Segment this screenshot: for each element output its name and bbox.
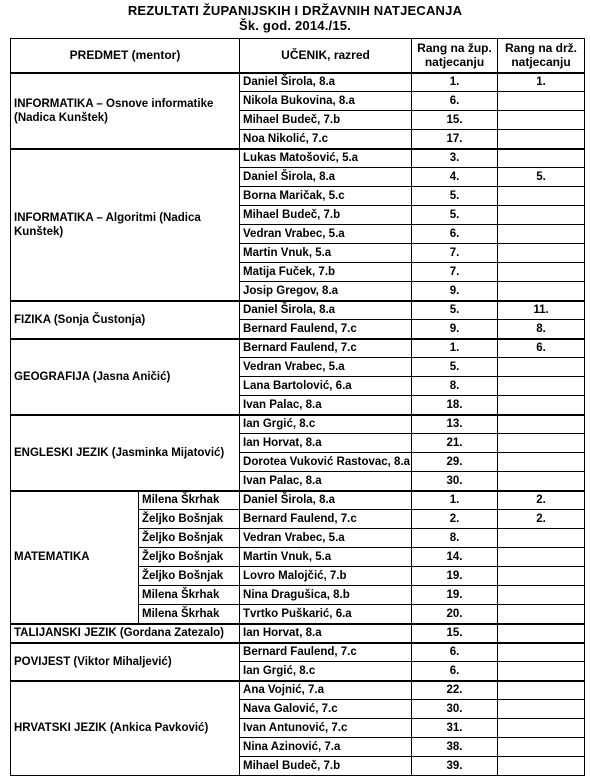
county-rank-cell: 21. (412, 434, 498, 453)
student-cell: Ian Grgić, 8.c (240, 662, 412, 681)
county-rank-cell: 1. (412, 491, 498, 510)
state-rank-cell: 8. (498, 320, 585, 339)
state-rank-cell (498, 624, 585, 643)
student-cell: Ivan Palac, 8.a (240, 396, 412, 415)
student-cell: Vedran Vrabec, 5.a (240, 358, 412, 377)
county-rank-cell: 7. (412, 244, 498, 263)
student-cell: Matija Fuček, 7.b (240, 263, 412, 282)
student-cell: Dorotea Vuković Rastovac, 8.a (240, 453, 412, 472)
subject-cell: ENGLESKI JEZIK (Jasminka Mijatović) (11, 415, 240, 491)
county-rank-header-line2: natjecanju (424, 55, 485, 70)
state-rank-cell: 5. (498, 168, 585, 187)
results-table (10, 38, 585, 776)
county-rank-cell: 6. (412, 643, 498, 662)
state-rank-cell (498, 700, 585, 719)
county-rank-cell: 2. (412, 510, 498, 529)
county-rank-cell: 20. (412, 605, 498, 624)
student-cell: Ian Grgić, 8.c (240, 415, 412, 434)
county-rank-cell: 5. (412, 187, 498, 206)
county-rank-cell: 29. (412, 453, 498, 472)
table-row (11, 491, 585, 510)
page-title: REZULTATI ŽUPANIJSKIH I DRŽAVNIH NATJECANJA (127, 3, 463, 18)
county-rank-cell: 38. (412, 738, 498, 757)
state-rank-cell (498, 149, 585, 168)
county-rank-cell: 3. (412, 149, 498, 168)
student-cell: Tvrtko Puškarić, 6.a (240, 605, 412, 624)
student-cell: Lovro Malojčić, 7.b (240, 567, 412, 586)
student-cell: Vedran Vrabec, 5.a (240, 225, 412, 244)
student-cell: Martin Vnuk, 5.a (240, 244, 412, 263)
county-rank-cell: 30. (412, 472, 498, 491)
county-rank-cell: 15. (412, 624, 498, 643)
state-rank-cell (498, 567, 585, 586)
state-rank-cell (498, 681, 585, 700)
county-rank-cell: 6. (412, 225, 498, 244)
student-cell: Ivan Antunović, 7.c (240, 719, 412, 738)
student-cell: Daniel Širola, 8.a (240, 73, 412, 92)
county-rank-cell: 6. (412, 662, 498, 681)
county-rank-cell: 1. (412, 339, 498, 358)
subject-cell: GEOGRAFIJA (Jasna Aničić) (11, 339, 240, 415)
state-rank-cell (498, 586, 585, 605)
county-rank-cell: 1. (412, 73, 498, 92)
student-cell: Nikola Bukovina, 8.a (240, 92, 412, 111)
student-cell: Lana Bartolović, 6.a (240, 377, 412, 396)
subject-cell: POVIJEST (Viktor Mihaljević) (11, 643, 240, 681)
county-rank-cell: 14. (412, 548, 498, 567)
state-rank-cell (498, 206, 585, 225)
student-cell: Bernard Faulend, 7.c (240, 643, 412, 662)
county-rank-cell: 5. (412, 358, 498, 377)
student-cell: Ivan Palac, 8.a (240, 472, 412, 491)
student-cell: Bernard Faulend, 7.c (240, 320, 412, 339)
state-rank-header-line2: natjecanju (511, 55, 571, 70)
county-rank-header-line1: Rang na žup. (417, 41, 492, 56)
state-rank-cell (498, 396, 585, 415)
state-rank-cell (498, 605, 585, 624)
county-rank-cell: 30. (412, 700, 498, 719)
county-rank-header (412, 39, 498, 73)
county-rank-cell: 31. (412, 719, 498, 738)
state-rank-header-line1: Rang na drž. (505, 41, 578, 56)
subject-cell: TALIJANSKI JEZIK (Gordana Zatezalo) (11, 624, 240, 643)
state-rank-cell: 6. (498, 339, 585, 358)
mentor-cell: Milena Škrhak (139, 491, 240, 510)
table-row (11, 339, 585, 358)
state-rank-cell (498, 548, 585, 567)
mentor-cell: Željko Bošnjak (139, 567, 240, 586)
subject-cell: INFORMATIKA – Osnove informatike (Nadica Kunštek) (11, 73, 240, 149)
state-rank-cell (498, 415, 585, 434)
county-rank-cell: 18. (412, 396, 498, 415)
student-cell: Lukas Matošović, 5.a (240, 149, 412, 168)
student-cell: Nina Dragušica, 8.b (240, 586, 412, 605)
county-rank-cell: 19. (412, 586, 498, 605)
student-cell: Mihael Budeč, 7.b (240, 757, 412, 776)
mentor-cell: Željko Bošnjak (139, 529, 240, 548)
state-rank-cell (498, 472, 585, 491)
county-rank-cell: 39. (412, 757, 498, 776)
mentor-cell: Željko Bošnjak (139, 510, 240, 529)
county-rank-cell: 4. (412, 168, 498, 187)
table-row (11, 415, 585, 434)
state-rank-cell: 2. (498, 491, 585, 510)
subject-header: PREDMET (mentor) (11, 39, 240, 73)
county-rank-cell: 15. (412, 111, 498, 130)
county-rank-cell: 8. (412, 529, 498, 548)
state-rank-cell (498, 453, 585, 472)
student-cell: Ian Horvat, 8.a (240, 624, 412, 643)
mentor-cell: Željko Bošnjak (139, 548, 240, 567)
state-rank-cell: 1. (498, 73, 585, 92)
county-rank-cell: 17. (412, 130, 498, 149)
student-cell: Mihael Budeč, 7.b (240, 111, 412, 130)
state-rank-cell (498, 244, 585, 263)
county-rank-cell: 13. (412, 415, 498, 434)
subject-cell: MATEMATIKA (11, 491, 139, 624)
student-cell: Ian Horvat, 8.a (240, 434, 412, 453)
state-rank-cell (498, 434, 585, 453)
subject-cell: INFORMATIKA – Algoritmi (Nadica Kunštek) (11, 149, 240, 301)
state-rank-cell (498, 643, 585, 662)
student-cell: Nina Azinović, 7.a (240, 738, 412, 757)
table-row (11, 624, 585, 643)
student-cell: Borna Maričak, 5.c (240, 187, 412, 206)
state-rank-cell (498, 92, 585, 111)
mentor-cell: Milena Škrhak (139, 605, 240, 624)
student-cell: Daniel Širola, 8.a (240, 301, 412, 320)
state-rank-cell (498, 263, 585, 282)
student-cell: Bernard Faulend, 7.c (240, 339, 412, 358)
state-rank-header (498, 39, 585, 73)
subject-cell: HRVATSKI JEZIK (Ankica Pavković) (11, 681, 240, 776)
county-rank-cell: 5. (412, 206, 498, 225)
state-rank-cell (498, 662, 585, 681)
state-rank-cell: 2. (498, 510, 585, 529)
state-rank-cell (498, 130, 585, 149)
state-rank-cell (498, 377, 585, 396)
state-rank-cell (498, 282, 585, 301)
table-row (11, 681, 585, 700)
county-rank-cell: 7. (412, 263, 498, 282)
header-row (11, 39, 585, 73)
table-row (11, 301, 585, 320)
student-cell: Martin Vnuk, 5.a (240, 548, 412, 567)
mentor-cell: Milena Škrhak (139, 586, 240, 605)
student-cell: Josip Gregov, 8.a (240, 282, 412, 301)
student-cell: Daniel Širola, 8.a (240, 168, 412, 187)
county-rank-cell: 6. (412, 92, 498, 111)
county-rank-cell: 9. (412, 282, 498, 301)
student-header: UČENIK, razred (240, 39, 412, 73)
state-rank-cell (498, 738, 585, 757)
student-cell: Vedran Vrabec, 5.a (240, 529, 412, 548)
table-row (11, 73, 585, 92)
state-rank-cell (498, 757, 585, 776)
student-cell: Ana Vojnić, 7.a (240, 681, 412, 700)
county-rank-cell: 22. (412, 681, 498, 700)
student-cell: Nava Galović, 7.c (240, 700, 412, 719)
table-row (11, 643, 585, 662)
subject-cell: FIZIKA (Sonja Čustonja) (11, 301, 240, 339)
student-cell: Noa Nikolić, 7.c (240, 130, 412, 149)
page-subtitle: Šk. god. 2014./15. (239, 18, 351, 33)
student-cell: Daniel Širola, 8.a (240, 491, 412, 510)
table-row (11, 149, 585, 168)
state-rank-cell (498, 719, 585, 738)
results-body (11, 73, 585, 776)
state-rank-cell (498, 529, 585, 548)
state-rank-cell (498, 111, 585, 130)
state-rank-cell (498, 358, 585, 377)
document-header (0, 0, 590, 32)
student-cell: Mihael Budeč, 7.b (240, 206, 412, 225)
county-rank-cell: 19. (412, 567, 498, 586)
state-rank-cell: 11. (498, 301, 585, 320)
state-rank-cell (498, 225, 585, 244)
state-rank-cell (498, 187, 585, 206)
county-rank-cell: 5. (412, 301, 498, 320)
county-rank-cell: 9. (412, 320, 498, 339)
student-cell: Bernard Faulend, 7.c (240, 510, 412, 529)
county-rank-cell: 8. (412, 377, 498, 396)
